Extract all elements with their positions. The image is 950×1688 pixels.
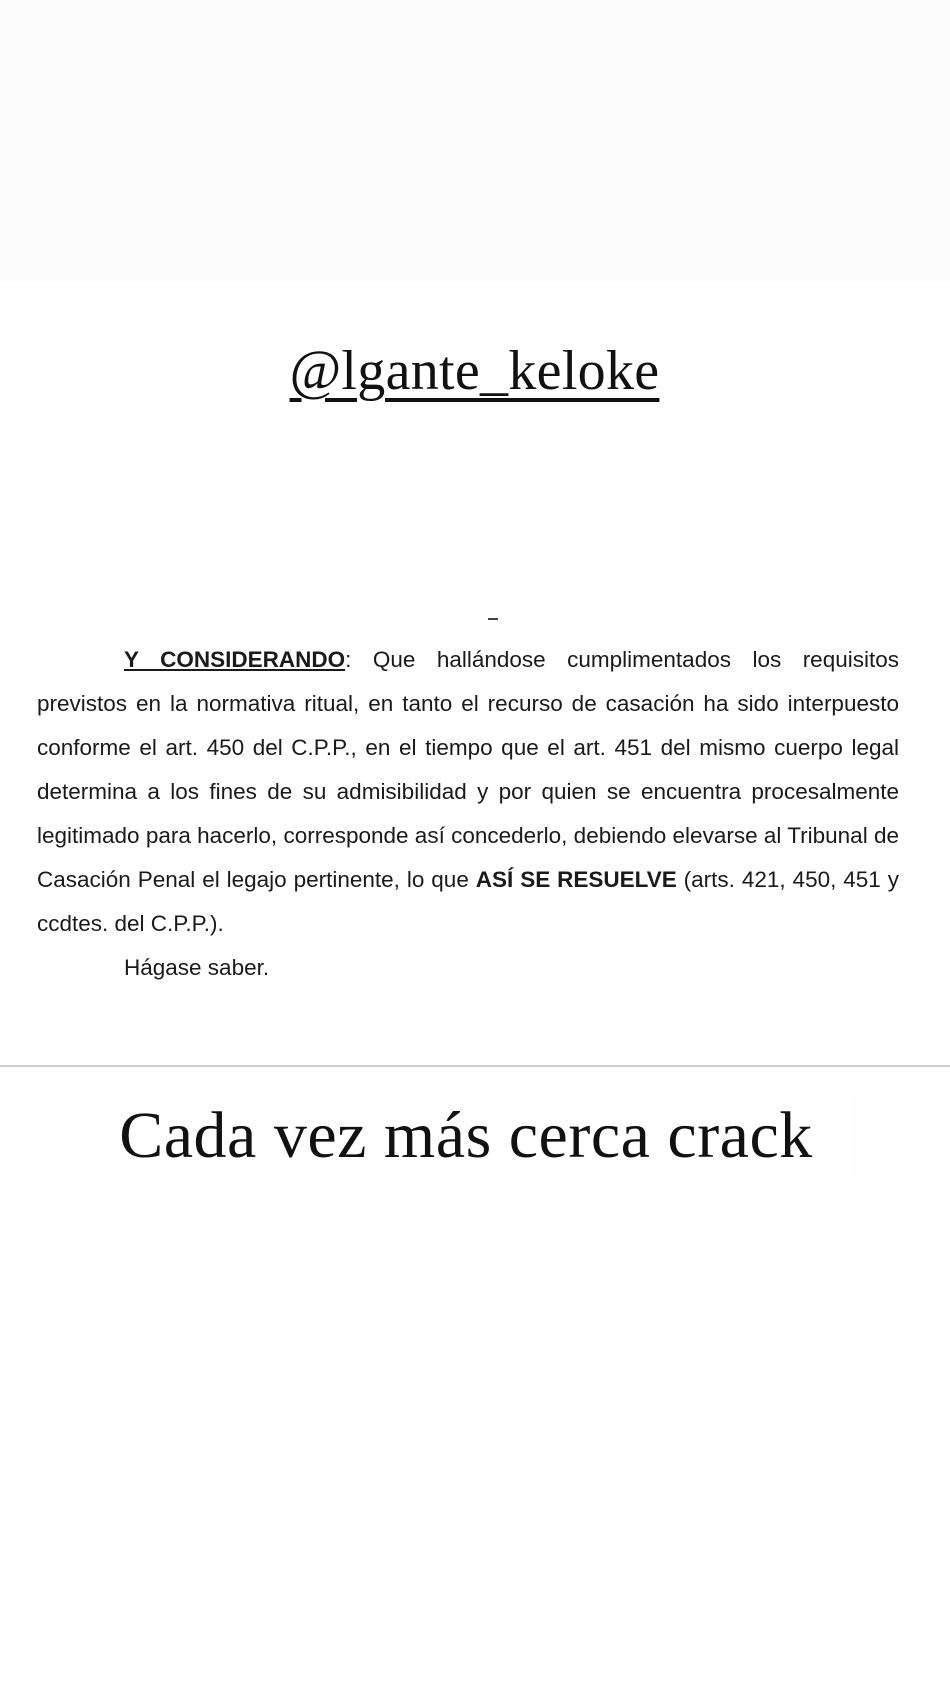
closing-text: Hágase saber. (124, 955, 270, 980)
considerando-paragraph (37, 638, 899, 946)
document-excerpt (0, 624, 950, 1064)
top-background (0, 0, 950, 282)
caption-text: Cada vez más cerca crack (119, 1099, 813, 1172)
resolution-text: ASÍ SE RESUELVE (475, 867, 677, 892)
paragraph-text-1: : Que hallándose cumplimentados los requisitos previstos en la normativa ritual, en tanto el recurso de casación ha sido interpuesto conforme el art. 450 del C.P.P., en el tiempo que el art. 451 del mismo cuerpo legal determina a los fines de su admisibilidad y por quien se encuentra procesalmente legitimado para hacerlo, corresponde así concederlo, debiendo elevarse al Tribunal de Casación Penal el legajo pertinente, lo que (37, 647, 899, 892)
handle-text: @lgante_keloke (289, 340, 660, 402)
closing-paragraph (37, 946, 899, 990)
considerando-heading: Y CONSIDERANDO (124, 647, 346, 672)
caption-sticker[interactable] (82, 1090, 850, 1182)
stray-mark (488, 618, 498, 620)
document-body (37, 638, 899, 990)
divider (0, 1065, 950, 1067)
paragraph-text-2: (arts. 421, 450, 451 y ccdtes. del C.P.P.). (37, 867, 899, 936)
handle-sticker[interactable] (222, 330, 727, 412)
